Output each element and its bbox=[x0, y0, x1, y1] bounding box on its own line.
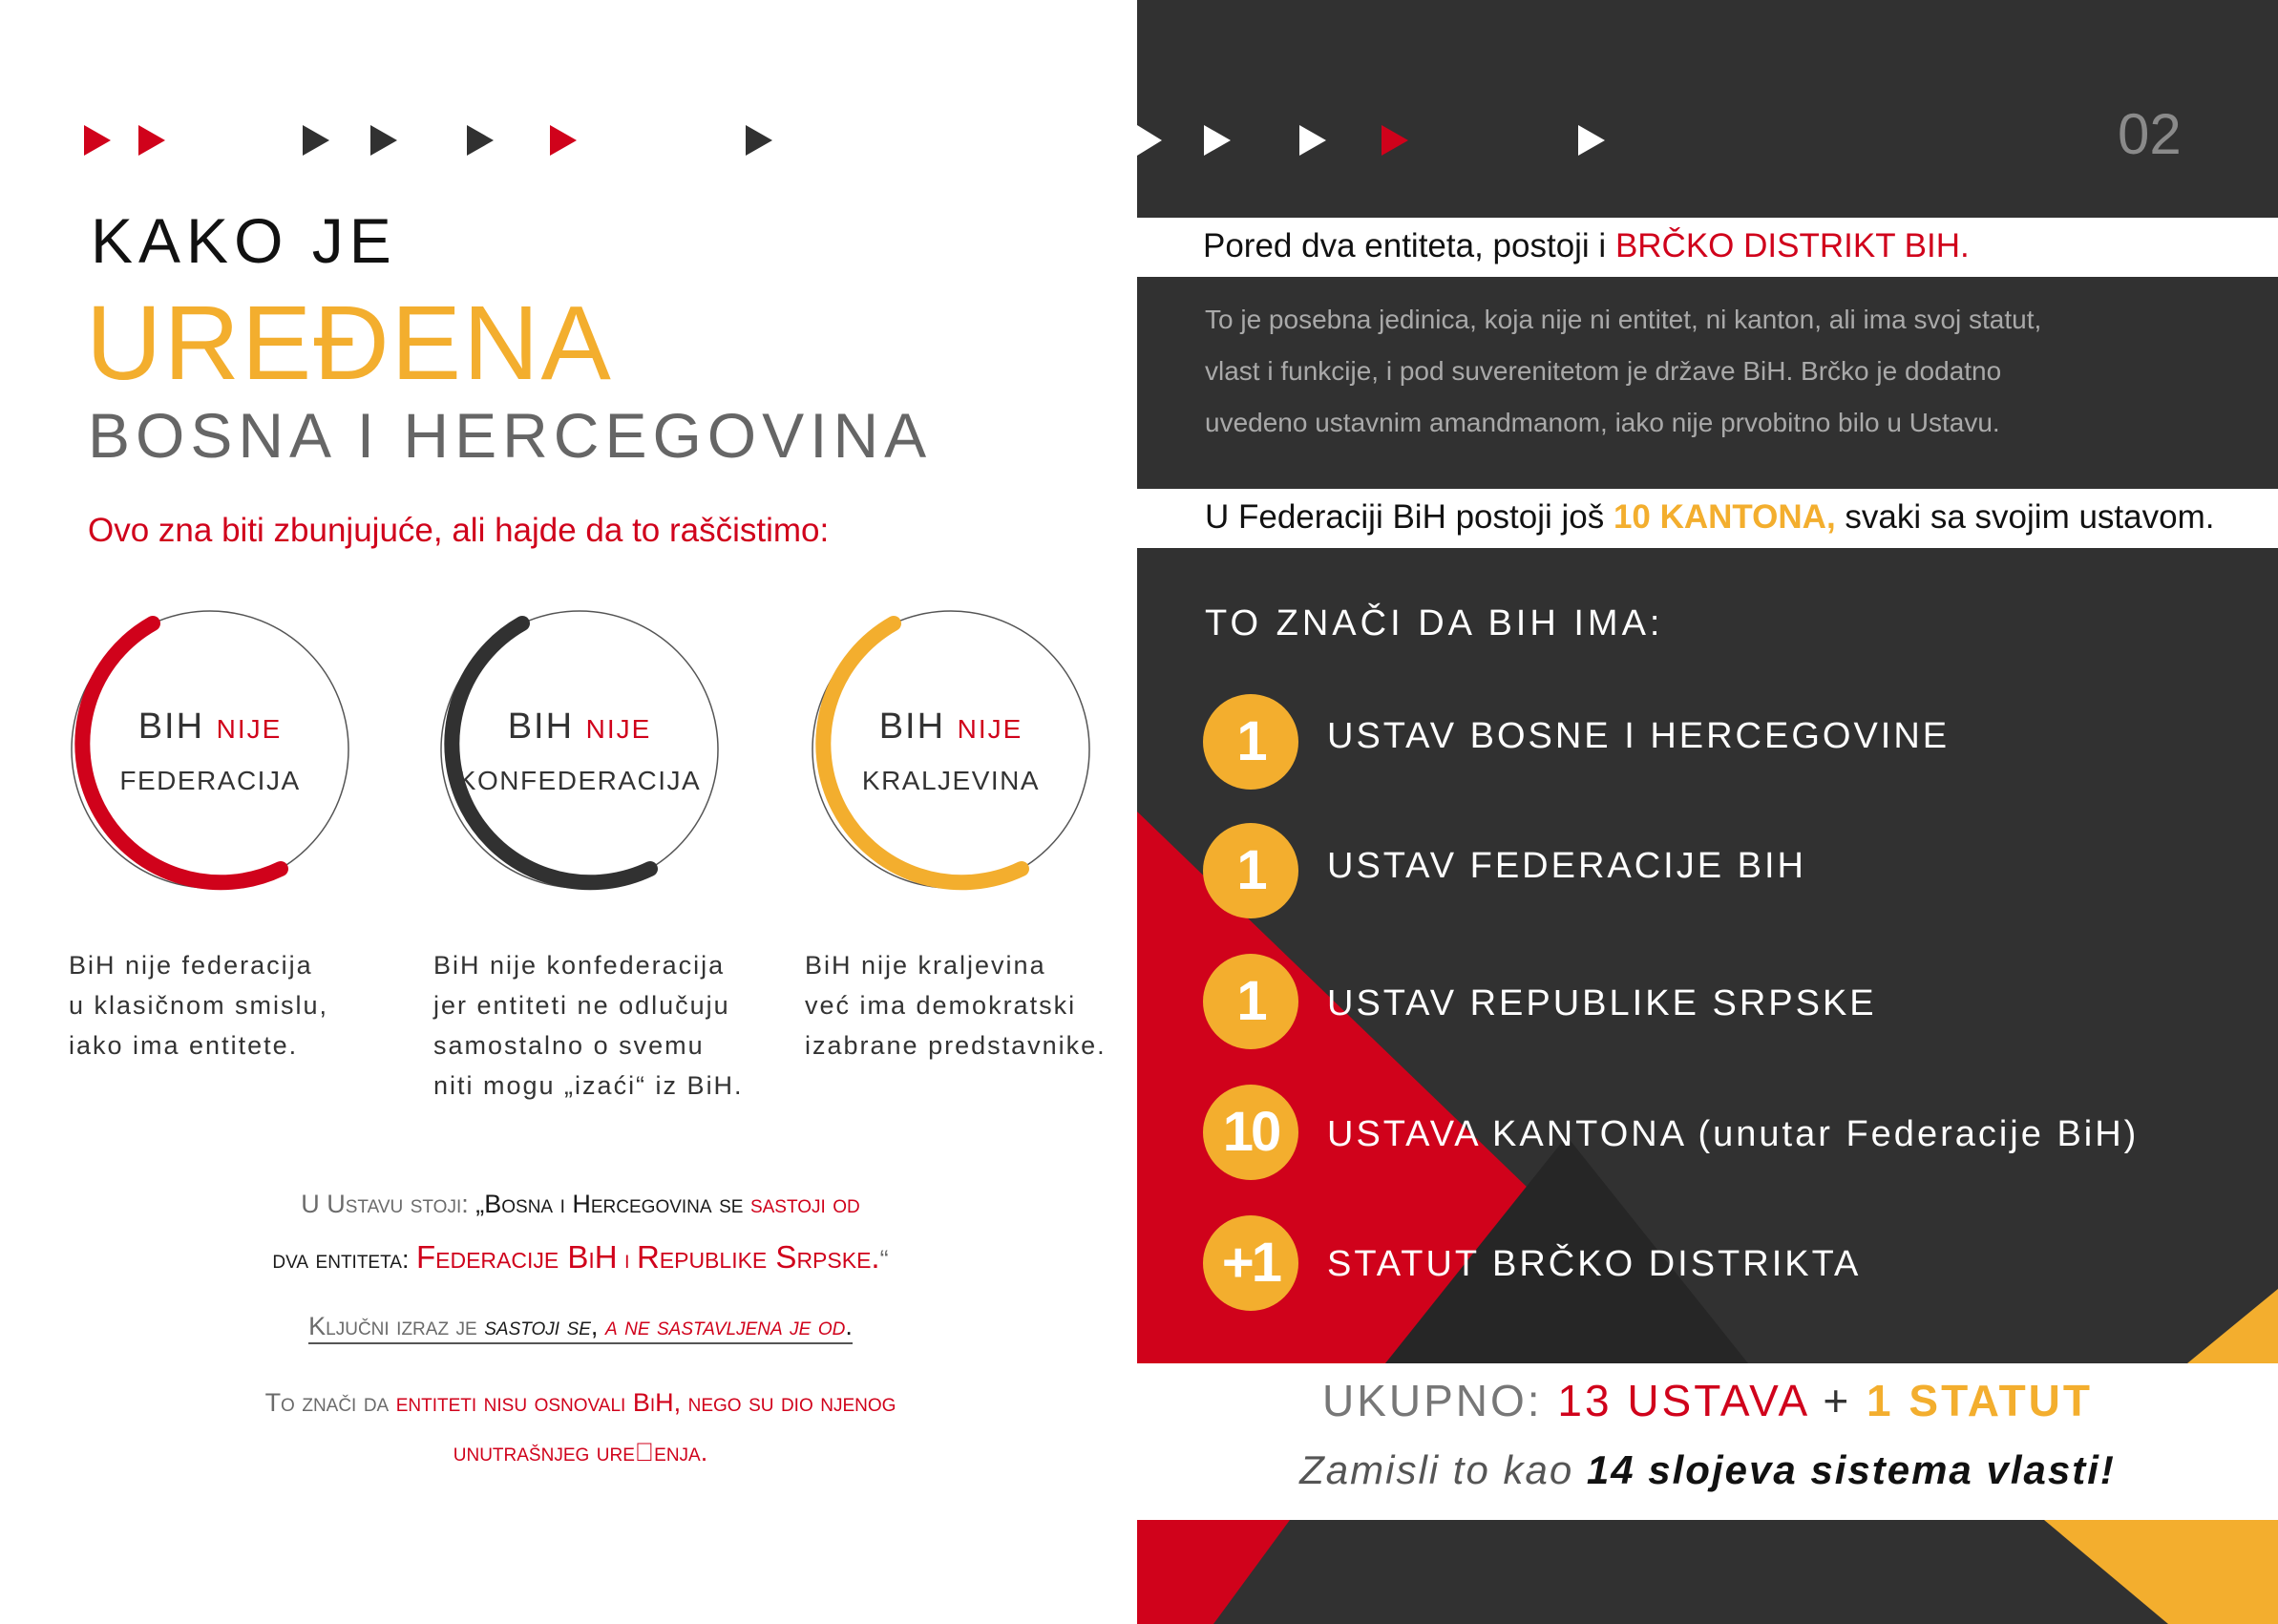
total-line: UKUPNO: 13 USTAVA + 1 STATUT bbox=[1322, 1376, 2093, 1425]
title-line-1: KAKO JE bbox=[91, 205, 397, 276]
ring-arc-red bbox=[82, 623, 281, 882]
list-item-ustav-bih: USTAV BOSNE I HERCEGOVINE bbox=[1327, 716, 1951, 756]
list-heading: TO ZNAČI DA BIH IMA: bbox=[1205, 603, 1664, 643]
arrow-decoration bbox=[0, 0, 1137, 191]
intro-text: Ovo zna biti zbunjujuće, ali hajde da to raščistimo: bbox=[88, 512, 830, 549]
yellow-corner-shape bbox=[2044, 1520, 2278, 1624]
ring-label-konfederacija: BIH NIJE bbox=[507, 707, 652, 747]
yellow-triangle-shape bbox=[2187, 1289, 2278, 1363]
title-line-3: BOSNA I HERCEGOVINA bbox=[88, 400, 933, 471]
count-circle-2: 1 bbox=[1203, 823, 1298, 918]
arrow-icon bbox=[1578, 125, 1605, 156]
list-item-ustava-kantona: USTAVA KANTONA (unutar Federacije BiH) bbox=[1327, 1114, 2140, 1154]
red-corner-shape bbox=[1137, 1520, 1290, 1624]
ring-arc-dark bbox=[452, 623, 650, 882]
ring-desc-federacija: BiH nije federacija u klasičnom smislu, iako ima entitete. bbox=[69, 951, 329, 1060]
ring-desc-konfederacija: BiH nije konfederacija jer entiteti ne odlučuju samostalno o svemu niti mogu „izaći“ iz BiH. bbox=[433, 951, 744, 1100]
arrow-icon bbox=[138, 125, 165, 156]
kantoni-band-text: U Federaciji BiH postoji još 10 KANTONA, svaki sa svojim ustavom. bbox=[1205, 498, 2215, 536]
arrow-icon bbox=[467, 125, 494, 156]
arrow-icon bbox=[370, 125, 397, 156]
ring-label-kraljevina: BIH NIJE bbox=[878, 707, 1023, 747]
brcko-description: To je posebna jedinica, koja nije ni entitet, ni kanton, ali ima svoj statut, vlast i funkcije, i pod suverenitetom je države BiH. Brčko je dodatno uvedeno ustavnim amandmanom, iako nije prvobitno bilo u Ustavu. bbox=[1205, 305, 2042, 437]
arrow-icon bbox=[1137, 125, 1162, 156]
title-line-2: UREĐENA bbox=[86, 285, 613, 402]
arrow-icon bbox=[1204, 125, 1231, 156]
ring-word-federacija: FEDERACIJA bbox=[119, 766, 301, 795]
quote-line-2: dva entiteta: Federacije BiH i Republike Srpske.“ bbox=[272, 1239, 889, 1275]
arrow-icon bbox=[550, 125, 577, 156]
ring-arc-yellow bbox=[823, 623, 1022, 882]
quote-line-5: unutrašnjeg ure􏿾enja. bbox=[453, 1438, 708, 1466]
quote-line-1: U Ustavu stoji: „Bosna i Hercegovina se sastoji od bbox=[301, 1190, 860, 1218]
ring-word-konfederacija: KONFEDERACIJA bbox=[457, 766, 702, 795]
quote-line-4: To znači da entiteti nisu osnovali BiH, nego su dio njenog bbox=[264, 1388, 896, 1417]
count-circle-1: 1 bbox=[1203, 694, 1298, 790]
ring-desc-kraljevina: BiH nije kraljevina već ima demokratski izabrane predstavnike. bbox=[805, 951, 1107, 1060]
count-circle-4: 10 bbox=[1203, 1085, 1298, 1180]
list-item-ustav-federacije: USTAV FEDERACIJE BIH bbox=[1327, 846, 1806, 886]
list-item-statut-brcko: STATUT BRČKO DISTRIKTA bbox=[1327, 1244, 1862, 1284]
arrow-icon bbox=[746, 125, 772, 156]
list-item-ustav-rs: USTAV REPUBLIKE SRPSKE bbox=[1327, 983, 1877, 1023]
ring-word-kraljevina: KRALJEVINA bbox=[861, 766, 1041, 795]
count-circle-3: 1 bbox=[1203, 954, 1298, 1049]
arrow-icon bbox=[303, 125, 329, 156]
arrow-icon bbox=[1299, 125, 1326, 156]
arrow-icon bbox=[1382, 125, 1408, 156]
arrow-icon bbox=[84, 125, 111, 156]
tagline: Zamisli to kao 14 slojeva sistema vlasti! bbox=[1299, 1447, 2116, 1492]
ring-label-federacija: BIH NIJE bbox=[137, 707, 283, 747]
count-circle-5: +1 bbox=[1203, 1215, 1298, 1311]
key-phrase-line: Ključni izraz je sastoji se, a ne sastavljena je od. bbox=[151, 1312, 1010, 1341]
page-number: 02 bbox=[2118, 102, 2182, 166]
rings-graphic bbox=[0, 592, 1137, 917]
brcko-band-text: Pored dva entiteta, postoji i BRČKO DISTRIKT BIH. bbox=[1203, 227, 1970, 264]
